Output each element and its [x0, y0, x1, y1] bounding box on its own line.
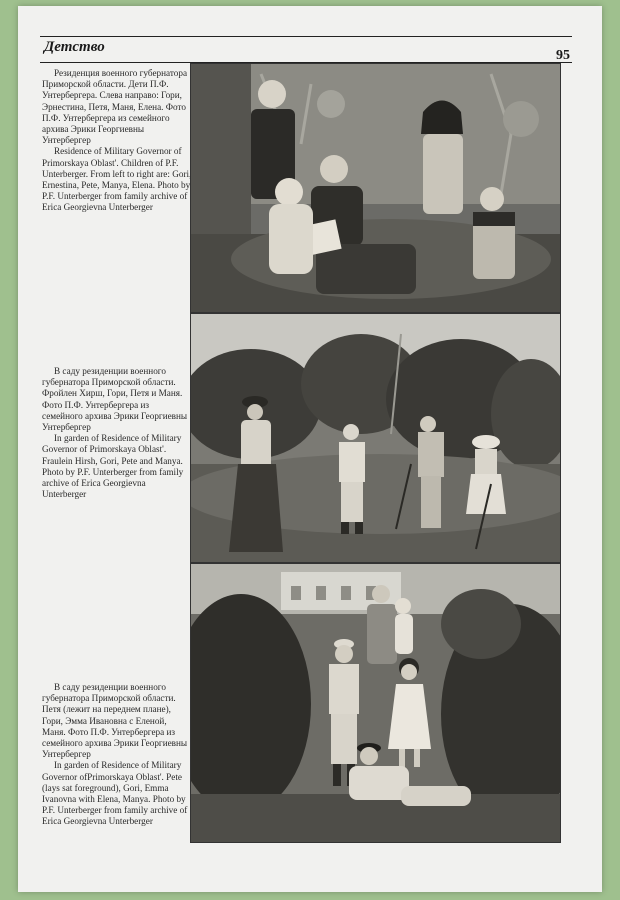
- book-page: [18, 6, 602, 892]
- caption-en-text: Residence of Military Governor of Primorskaya Oblast'. Children of P.F. Unterberger. From left to right are: Gori, Ernestina, Pete, Manya, Elena. Photo by P.F. Unterberger from family archive of Erica Georgievna Unterberger: [42, 146, 192, 213]
- header-top-rule: [40, 36, 572, 37]
- caption-en-text: In garden of Residence of Military Governor ofPrimorskaya Oblast'. Pete (lays sat foreground), Gori, Emma Ivanovna with Elena, Manya. Photo by P.F. Unterberger from family archive of Erica Georgievna Unterberger: [42, 760, 188, 827]
- photo-garden-governess: [190, 313, 561, 563]
- chapter-title: Детство: [44, 39, 105, 55]
- caption-garden-group: [42, 682, 192, 828]
- caption-children-portrait: [42, 68, 192, 214]
- running-header: [40, 36, 572, 66]
- caption-ru-text: Резиденция военного губернатора Приморской области. Дети П.Ф. Унтербергера. Слева направо: Гори, Эрнестина, Петя, Маня, Елена. Фото П.Ф. Унтербергера из семейного архива Эрики Георгиевны Унтербергер: [42, 68, 188, 146]
- caption-ru-text: В саду резиденции военного губернатора Приморской области. Фройлен Хирш, Гори, Петя и Маня. Фото П.Ф. Унтербергера из семейного архива Эрики Георгиевны Унтербергер: [42, 366, 188, 433]
- photo-garden-group: [190, 563, 561, 843]
- caption-garden-governess: [42, 366, 192, 500]
- photo-children-interior: [190, 63, 561, 313]
- caption-en-text: In garden of Residence of Military Governor of Primorskaya Oblast'. Fraulein Hirsh, Gori, Pete and Manya. Photo by P.F. Unterberger from family archive of Erica Georgievna Unterberger: [42, 433, 184, 500]
- page-number: 95: [556, 48, 570, 63]
- caption-ru-text: В саду резиденции военного губернатора Приморской области. Петя (лежит на переднем плане), Гори, Эмма Ивановна с Еленой, Маня. Фото П.Ф. Унтербергера из семейного архива Эрики Георгиевны Унтербергер: [42, 682, 188, 760]
